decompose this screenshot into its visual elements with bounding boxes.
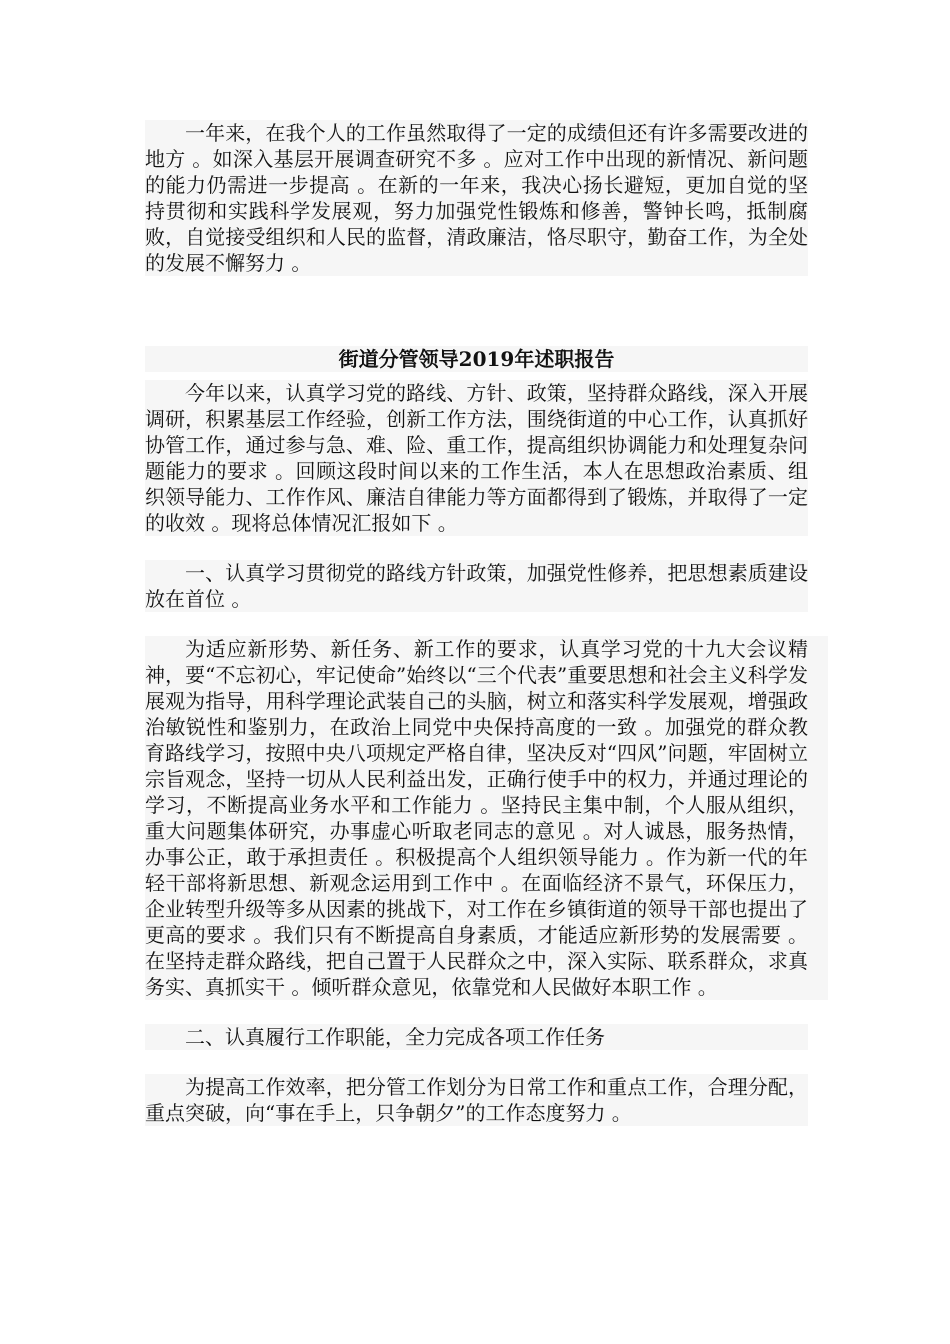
spacer [145, 1050, 808, 1074]
intro-paragraph: 一年来，在我个人的工作虽然取得了一定的成绩但还有许多需要改进的地方 。如深入基层开展调查研究不多 。应对工作中出现的新情况、新问题的能力仍需进一步提高 。在新的一年来，我决心扬长避短，更加自觉的坚持贯彻和实践科学发展观，努力加强党性锻炼和修善，警钟长鸣，抵制腐败，自觉接受组织和人民的监督，清政廉洁，恪尽职守，勤奋工作，为全处的发展不懈努力 。 [145, 121, 808, 275]
section-heading-2: 二、认真履行工作职能，全力完成各项工作任务 [145, 1024, 808, 1050]
spacer [145, 536, 808, 560]
report-title: 街道分管领导2019年述职报告 [145, 346, 808, 372]
body-paragraph-1: 今年以来，认真学习党的路线、方针、政策，坚持群众路线，深入开展调研，积累基层工作经验，创新工作方法，围绕街道的中心工作，认真抓好协管工作，通过参与急、难、险、重工作，提高组织协调能力和处理复杂问题能力的要求 。回顾这段时间以来的工作生活，本人在思想政治素质、组织领导能力、工作作风、廉洁自律能力等方面都得到了锻炼，并取得了一定的收效 。现将总体情况汇报如下 。 [145, 381, 808, 535]
section-spacer [145, 276, 808, 346]
body-paragraph-2: 为适应新形势、新任务、新工作的要求，认真学习党的十九大会议精神，要“不忘初心，牢记使命”始终以“三个代表”重要思想和社会主义科学发展观为指导，用科学理论武装自己的头脑，树立和落实科学发展观，增强政治敏锐性和鉴别力，在政治上同党中央保持高度的一致 。加强党的群众教育路线学习，按照中央八项规定严格自律，坚决反对“四风”问题，牢固树立宗旨观念，坚持一切从人民利益出发，正确行使手中的权力，并通过理论的学习，不断提高业务水平和工作能力 。坚持民主集中制，个人服从组织，重大问题集体研究，办事虚心听取老同志的意见 。对人诚恳，服务热情，办事公正，敢于承担责任 。积极提高个人组织领导能力 。作为新一代的年轻干部将新思想、新观念运用到工作中 。在面临经济不景气，环保压力，企业转型升级等多从因素的挑战下，对工作在乡镇街道的领导干部也提出了更高的要求 。我们只有不断提高自身素质，才能适应新形势的发展需要 。在坚持走群众路线，把自己置于人民群众之中，深入实际、联系群众，求真务实、真抓实干 。倾听群众意见，依靠党和人民做好本职工作 。 [145, 636, 828, 1000]
body-paragraph-3: 为提高工作效率，把分管工作划分为日常工作和重点工作，合理分配，重点突破，向“事在手上，只争朝夕”的工作态度努力 。 [145, 1075, 808, 1125]
spacer [145, 612, 808, 636]
spacer [145, 1000, 808, 1024]
document-page [145, 120, 808, 1126]
section-heading-1: 一、认真学习贯彻党的路线方针政策，加强党性修养，把思想素质建设放在首位 。 [145, 561, 808, 611]
spacer [145, 372, 808, 380]
